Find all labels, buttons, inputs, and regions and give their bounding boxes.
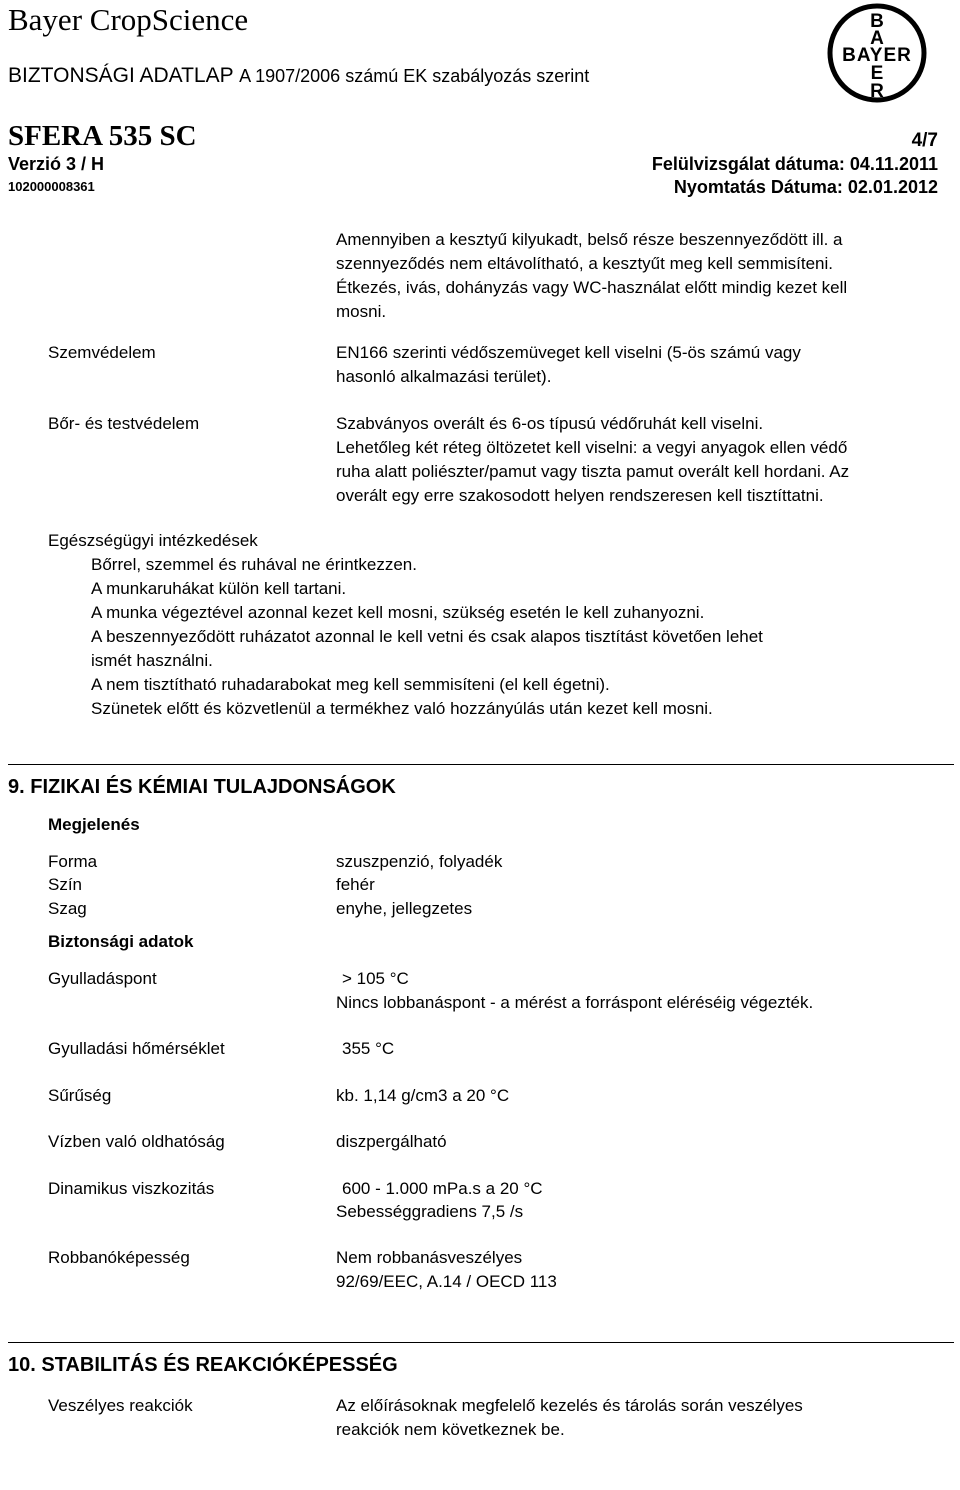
skin-line: ruha alatt poliészter/pamut vagy tiszta pamut overált kell hordani. Az (336, 462, 850, 481)
section-divider (8, 764, 954, 765)
hygiene-line: Szünetek előtt és közvetlenül a termékhez való hozzányúlás után kezet kell mosni. (91, 699, 713, 718)
eye-protection-label: Szemvédelem (48, 343, 156, 362)
hazardous-reactions-label: Veszélyes reakciók (48, 1396, 193, 1415)
ignition-temp-value: 355 °C (342, 1039, 395, 1058)
hygiene-line: A beszennyeződött ruházatot azonnal le kell vetni és csak alapos tisztítást követően lehet (91, 627, 763, 646)
eye-line: EN166 szerinti védőszemüveget kell viselni (5-ös számú vagy (336, 343, 801, 362)
hygiene-title: Egészségügyi intézkedések (48, 531, 258, 550)
hazard-line: reakciók nem következnek be. (336, 1420, 565, 1439)
gloves-text (336, 228, 847, 324)
gloves-line: mosni. (336, 302, 387, 321)
svg-text:BAYER: BAYER (842, 45, 912, 66)
document-regulation: A 1907/2006 számú EK szabályozás szerint (239, 66, 590, 86)
color-value: fehér (336, 875, 375, 894)
svg-text:A: A (870, 28, 884, 49)
skin-protection-label: Bőr- és testvédelem (48, 414, 200, 433)
explosive-label: Robbanóképesség (48, 1248, 190, 1267)
flash-point-label: Gyulladáspont (48, 969, 157, 988)
version: Verzió 3 / H (8, 154, 105, 174)
odor-label: Szag (48, 899, 87, 918)
form-label: Forma (48, 852, 98, 871)
eye-protection-text (336, 341, 801, 389)
ignition-temp-label: Gyulladási hőmérséklet (48, 1039, 225, 1058)
svg-text:E: E (870, 63, 884, 84)
company-name: Bayer CropScience (8, 2, 249, 37)
product-name: SFERA 535 SC (8, 120, 197, 152)
viscosity-label: Dinamikus viszkozitás (48, 1179, 215, 1198)
skin-line: Szabványos overált és 6-os típusú védőruhát kell viselni. (336, 414, 764, 433)
eye-line: hasonló alkalmazási terület). (336, 367, 552, 386)
hazardous-reactions-text (336, 1394, 803, 1442)
explosive-note: 92/69/EEC, A.14 / OECD 113 (336, 1272, 557, 1291)
viscosity-note: Sebességgradiens 7,5 /s (336, 1202, 524, 1221)
gloves-line: Étkezés, ivás, dohányzás vagy WC-használat előtt mindig kezet kell (336, 278, 848, 297)
solubility-value: diszpergálható (336, 1132, 447, 1151)
explosive-value: Nem robbanásveszélyes (336, 1248, 523, 1267)
viscosity-value: 600 - 1.000 mPa.s a 20 °C (342, 1179, 543, 1198)
density-label: Sűrűség (48, 1086, 112, 1105)
svg-text:B: B (870, 11, 884, 32)
form-value: szuszpenzió, folyadék (336, 852, 503, 871)
svg-text:R: R (870, 81, 884, 102)
revision-date: Felülvizsgálat dátuma: 04.11.2011 (651, 154, 938, 174)
hygiene-line: Bőrrel, szemmel és ruhával ne érintkezzen. (91, 555, 417, 574)
bayer-logo (826, 2, 928, 104)
hazard-line: Az előírásoknak megfelelő kezelés és tárolás során veszélyes (336, 1396, 803, 1415)
skin-line: Lehetőleg két réteg öltözetet kell viselni: a vegyi anyagok ellen védő (336, 438, 848, 457)
document-id: 102000008361 (8, 179, 95, 194)
gloves-line: szennyeződés nem eltávolítható, a kesztyűt meg kell semmisíteni. (336, 254, 834, 273)
section-divider (8, 1342, 954, 1343)
section-9-title: 9. FIZIKAI ÉS KÉMIAI TULAJDONSÁGOK (8, 776, 396, 798)
hygiene-line: A munka végeztével azonnal kezet kell mosni, szükség esetén le kell zuhanyozni. (91, 603, 705, 622)
density-value: kb. 1,14 g/cm3 a 20 °C (336, 1086, 510, 1105)
flash-point-value: > 105 °C (342, 969, 409, 988)
flash-point-note: Nincs lobbanáspont - a mérést a forráspont eléréséig végezték. (336, 993, 814, 1012)
hygiene-line: A nem tisztítható ruhadarabokat meg kell semmisíteni (el kell égetni). (91, 675, 610, 694)
odor-value: enyhe, jellegzetes (336, 899, 473, 918)
appearance-heading: Megjelenés (48, 815, 140, 834)
document-title (8, 64, 589, 88)
print-date: Nyomtatás Dátuma: 02.01.2012 (673, 177, 938, 197)
document-title-main: BIZTONSÁGI ADATLAP (8, 64, 234, 87)
hygiene-measures (91, 553, 763, 721)
solubility-label: Vízben való oldhatóság (48, 1132, 225, 1151)
page-number: 4/7 (911, 130, 938, 151)
skin-protection-text (336, 412, 849, 508)
skin-line: overált egy erre szakosodott helyen rendszeresen kell tisztíttatni. (336, 486, 824, 505)
section-10-title: 10. STABILITÁS ÉS REAKCIÓKÉPESSÉG (8, 1354, 398, 1376)
hygiene-line: A munkaruhákat külön kell tartani. (91, 579, 347, 598)
color-label: Szín (48, 875, 83, 894)
gloves-line: Amennyiben a kesztyű kilyukadt, belső része beszennyeződött ill. a (336, 230, 843, 249)
hygiene-line: ismét használni. (91, 651, 213, 670)
safety-data-heading: Biztonsági adatok (48, 932, 194, 951)
